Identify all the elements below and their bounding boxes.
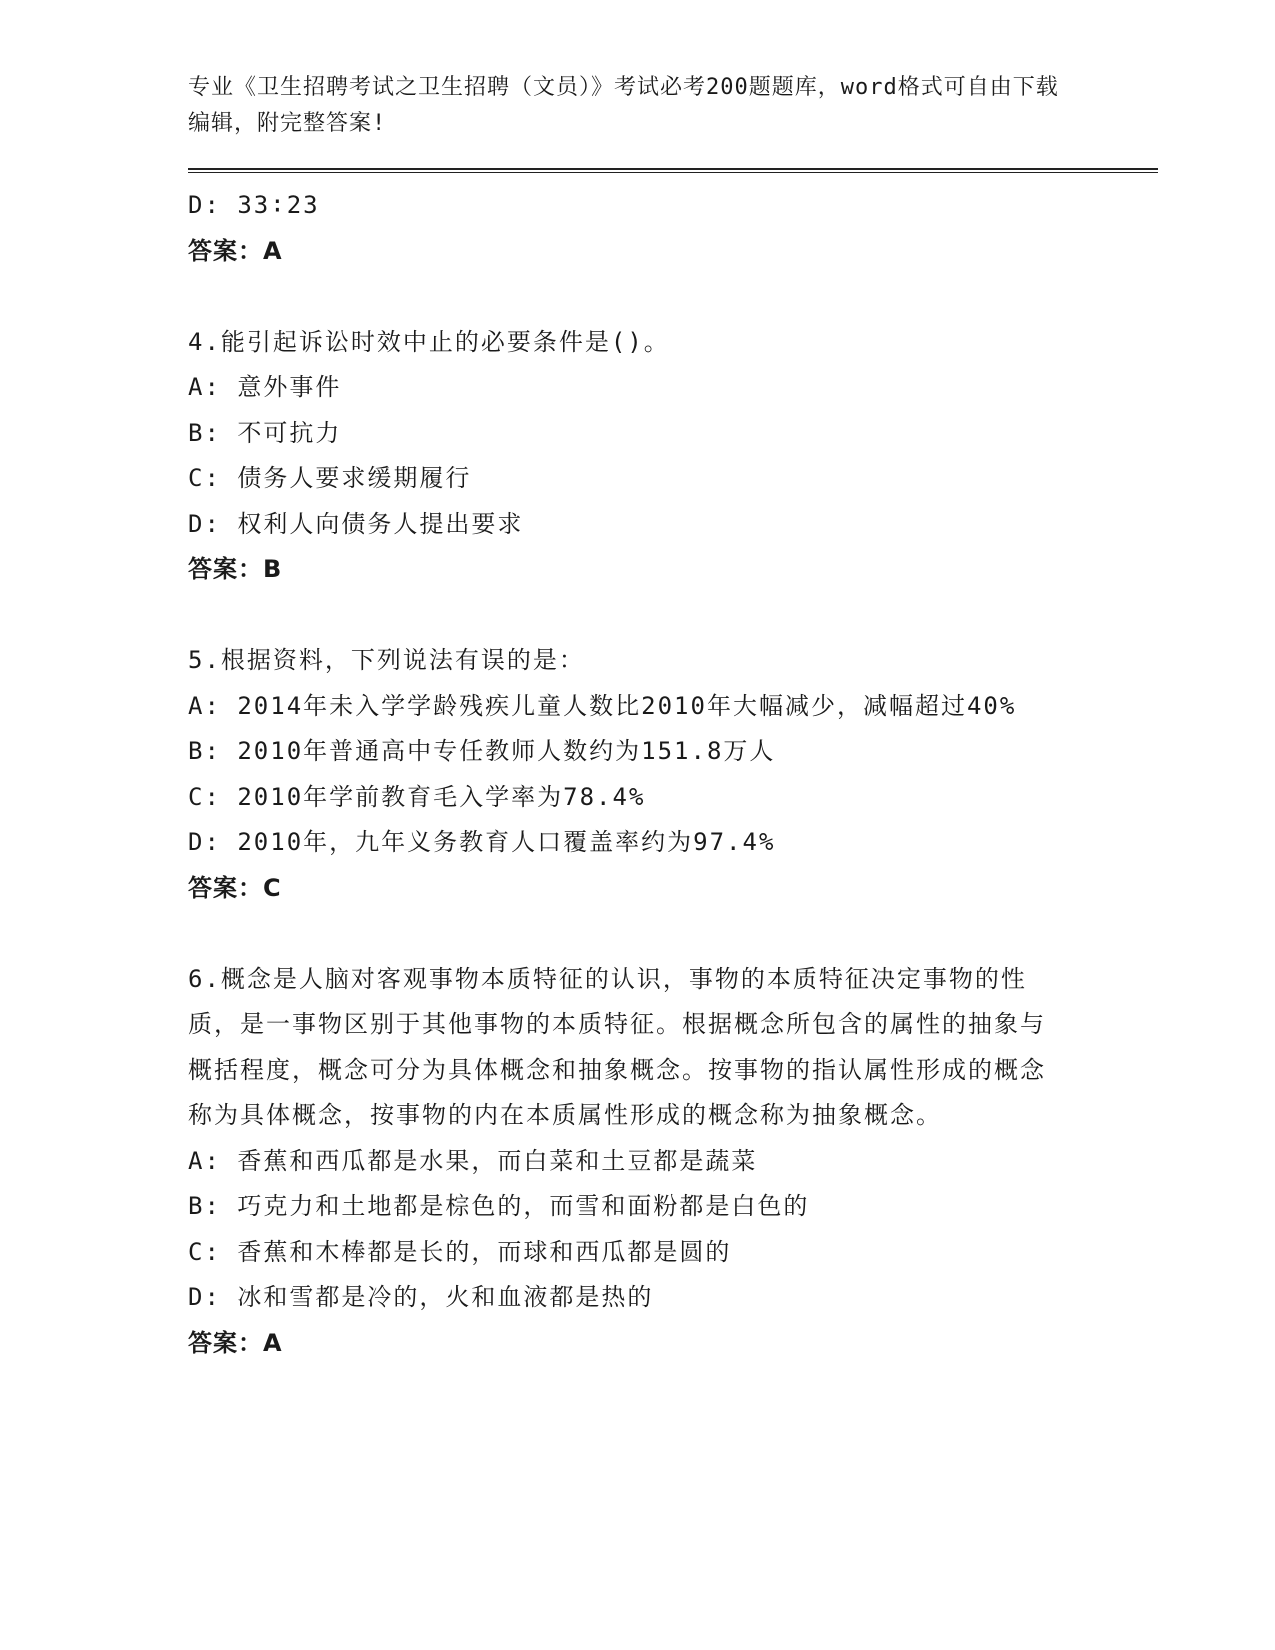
q6-option-c: C: 香蕉和木棒都是长的，而球和西瓜都是圆的 <box>188 1237 732 1266</box>
document-body <box>188 183 1158 1366</box>
q4-option-a: A: 意外事件 <box>188 373 342 401</box>
q5-option-c: C: 2010年学前教育毛入学率为78.4% <box>188 782 646 811</box>
header-divider <box>188 168 1158 173</box>
document-header: 专业《卫生招聘考试之卫生招聘（文员）》考试必考200题题库，word格式可自由下载编辑，附完整答案! <box>188 75 1059 136</box>
q6-question: 6.概念是人脑对客观事物本质特征的认识，事物的本质特征决定事物的性质，是一事物区别于其他事物的本质特征。根据概念所包含的属性的抽象与概括程度，概念可分为具体概念和抽象概念。按事物的指认属性形成的概念称为具体概念，按事物的内在本质属性形成的概念称为抽象概念。 <box>188 964 1046 1129</box>
spacer <box>188 911 1158 957</box>
q6-option-b: B: 巧克力和土地都是棕色的，而雪和面粉都是白色的 <box>188 1192 810 1220</box>
q3-option-d: D: 33∶23 <box>188 191 320 219</box>
q6-option-a: A: 香蕉和西瓜都是水果，而白菜和土豆都是蔬菜 <box>188 1146 758 1175</box>
q5-question: 5.根据资料，下列说法有误的是： <box>188 646 585 674</box>
q6-option-d: D: 冰和雪都是冷的，火和血液都是热的 <box>188 1283 654 1311</box>
spacer <box>188 593 1158 639</box>
q4-option-c: C: 债务人要求缓期履行 <box>188 464 472 492</box>
q6-answer: 答案：A <box>188 1328 283 1357</box>
q5-option-b: B: 2010年普通高中专任教师人数约为151.8万人 <box>188 737 776 765</box>
q4-option-b: B: 不可抗力 <box>188 418 342 447</box>
document-page <box>188 70 1158 1366</box>
q4-question: 4.能引起诉讼时效中止的必要条件是()。 <box>188 327 670 356</box>
spacer <box>188 274 1158 320</box>
q3-answer: 答案：A <box>188 236 283 265</box>
q4-option-d: D: 权利人向债务人提出要求 <box>188 509 524 538</box>
q4-answer: 答案：B <box>188 555 283 583</box>
q5-option-d: D: 2010年，九年义务教育人口覆盖率约为97.4% <box>188 828 776 856</box>
q5-option-a: A: 2014年未入学学龄残疾儿童人数比2010年大幅减少，减幅超过40% <box>188 691 1017 720</box>
q5-answer: 答案：C <box>188 873 282 902</box>
